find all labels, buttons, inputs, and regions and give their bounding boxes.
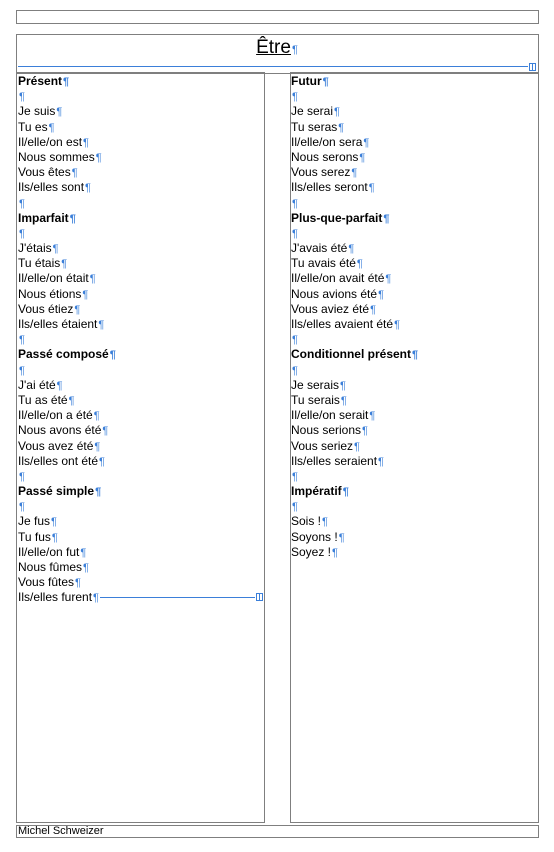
conjugation-line [18, 423, 116, 438]
conjugation-line [18, 241, 116, 256]
conjugation-text: Ils/elles seront [291, 180, 368, 195]
conjugation-line [291, 317, 418, 332]
conjugation-text: Nous avions été [291, 286, 378, 301]
tense-heading [18, 484, 116, 499]
conjugation-text: Vous avez été [18, 438, 94, 453]
pilcrow-mark: ¶ [340, 379, 346, 392]
pilcrow-mark: ¶ [48, 121, 55, 134]
left-column-text[interactable] [18, 74, 116, 606]
pilcrow-mark: ¶ [362, 425, 368, 438]
pilcrow-mark: ¶ [109, 349, 116, 362]
pilcrow-mark: ¶ [19, 334, 25, 347]
conjugation-text: Ils/elles ont été [18, 453, 99, 468]
tense-heading-text: Plus-que-parfait [291, 210, 383, 225]
conjugation-text: Il/elle/on avait été [291, 271, 385, 286]
conjugation-line [291, 302, 418, 317]
pilcrow-mark: ¶ [383, 212, 390, 225]
empty-paragraph [291, 196, 418, 211]
conjugation-line [18, 439, 116, 454]
pilcrow-mark: ¶ [51, 531, 58, 544]
pilcrow-mark: ¶ [351, 167, 358, 180]
conjugation-text: Vous serez [291, 165, 351, 180]
pilcrow-mark: ¶ [292, 197, 298, 210]
pilcrow-mark: ¶ [340, 394, 347, 407]
pilcrow-mark: ¶ [98, 319, 105, 331]
pilcrow-mark: ¶ [19, 197, 25, 210]
pilcrow-mark: ¶ [19, 91, 25, 104]
pilcrow-mark: ¶ [348, 243, 355, 256]
empty-paragraph [291, 469, 418, 484]
pilcrow-mark: ¶ [52, 243, 59, 256]
empty-paragraph [18, 332, 116, 347]
pilcrow-mark: ¶ [75, 577, 81, 590]
pilcrow-mark: ¶ [291, 44, 298, 56]
pilcrow-mark: ¶ [356, 258, 363, 271]
conjugation-line [18, 302, 116, 317]
pilcrow-mark: ¶ [322, 516, 328, 529]
pilcrow-mark: ¶ [385, 273, 392, 286]
pilcrow-mark: ¶ [368, 182, 375, 195]
conjugation-text: Tu étais [18, 256, 61, 271]
tense-heading-text: Futur [291, 74, 322, 88]
empty-paragraph [18, 469, 116, 484]
conjugation-text: J'ai été [18, 377, 56, 392]
conjugation-text: Je serais [291, 377, 340, 392]
conjugation-line [18, 575, 116, 590]
pilcrow-mark: ¶ [342, 486, 349, 499]
pilcrow-mark: ¶ [334, 106, 340, 119]
conjugation-text: Vous étiez [18, 301, 74, 316]
pilcrow-mark: ¶ [292, 334, 298, 347]
conjugation-text: Je fus [18, 514, 51, 529]
conjugation-line [18, 120, 116, 135]
conjugation-text: Tu as été [18, 392, 68, 407]
conjugation-text: J'avais été [291, 241, 348, 256]
tense-heading-text: Imparfait [18, 210, 69, 225]
tense-heading [291, 211, 418, 226]
conjugation-text: Sois ! [291, 514, 322, 529]
conjugation-line [291, 271, 418, 286]
conjugation-text: Vous seriez [291, 438, 354, 453]
conjugation-text: Ils/elles seraient [291, 453, 378, 468]
column-break-icon [256, 593, 263, 601]
conjugation-text: Il/elle/on sera [291, 134, 363, 149]
pilcrow-mark: ¶ [85, 182, 91, 195]
pilcrow-mark: ¶ [412, 349, 419, 362]
tense-heading [291, 347, 418, 362]
pilcrow-mark: ¶ [369, 410, 376, 423]
conjugation-line [18, 150, 116, 165]
pilcrow-mark: ¶ [378, 455, 384, 468]
empty-paragraph [291, 89, 418, 104]
conjugation-line [18, 408, 116, 423]
pilcrow-mark: ¶ [56, 379, 63, 392]
tense-heading [291, 484, 418, 499]
conjugation-text: Vous fûtes [18, 575, 75, 590]
conjugation-text: Ils/elles furent [18, 590, 93, 605]
document-title-text: Être [256, 37, 291, 58]
conjugation-text: J'étais [18, 241, 52, 256]
pilcrow-mark: ¶ [68, 394, 75, 407]
empty-paragraph [291, 226, 418, 241]
conjugation-line [291, 256, 418, 271]
empty-paragraph [291, 499, 418, 514]
right-column-text[interactable] [291, 74, 418, 560]
conjugation-text: Il/elle/on était [18, 271, 89, 286]
pilcrow-mark: ¶ [378, 288, 384, 301]
conjugation-line [291, 378, 418, 393]
empty-paragraph [18, 196, 116, 211]
conjugation-text: Nous fûmes [18, 560, 83, 574]
pilcrow-mark: ¶ [292, 364, 298, 377]
conjugation-text: Nous sommes [18, 149, 95, 164]
pilcrow-mark: ¶ [338, 531, 345, 544]
pilcrow-mark: ¶ [71, 167, 78, 180]
conjugation-text: Nous étions [18, 286, 82, 301]
pilcrow-mark: ¶ [89, 273, 96, 286]
conjugation-line [291, 120, 418, 135]
conjugation-text: Il/elle/on fut [18, 544, 80, 559]
pilcrow-mark: ¶ [338, 121, 345, 134]
conjugation-text: Vous êtes [18, 165, 71, 180]
tense-heading-text: Impératif [291, 484, 342, 499]
conjugation-line [18, 165, 116, 180]
pilcrow-mark: ¶ [370, 303, 376, 316]
conjugation-text: Nous serons [291, 149, 359, 164]
pilcrow-mark: ¶ [394, 319, 400, 331]
conjugation-text: Ils/elles avaient été [291, 317, 394, 331]
conjugation-line [291, 545, 418, 560]
pilcrow-mark: ¶ [82, 288, 89, 301]
conjugation-line [18, 560, 116, 575]
conjugation-text: Il/elle/on a été [18, 408, 93, 423]
pilcrow-mark: ¶ [80, 546, 87, 559]
conjugation-text: Tu serais [291, 392, 340, 407]
pilcrow-mark: ¶ [61, 258, 68, 271]
conjugation-text: Soyons ! [291, 529, 338, 544]
conjugation-line [291, 150, 418, 165]
tense-heading [291, 74, 418, 89]
pilcrow-mark: ¶ [322, 76, 329, 88]
conjugation-line [18, 514, 116, 529]
section-break-icon [529, 63, 536, 71]
column-break-line [100, 597, 255, 598]
conjugation-line [18, 287, 116, 302]
conjugation-text: Il/elle/on est [18, 134, 83, 149]
pilcrow-mark: ¶ [69, 212, 76, 225]
pilcrow-mark: ¶ [99, 455, 105, 468]
conjugation-text: Tu seras [291, 119, 338, 134]
conjugation-line [291, 180, 418, 195]
conjugation-text: Il/elle/on serait [291, 408, 369, 423]
conjugation-text: Nous avons été [18, 423, 102, 438]
conjugation-text: Ils/elles étaient [18, 317, 98, 331]
conjugation-line [18, 180, 116, 195]
pilcrow-mark: ¶ [95, 151, 102, 164]
tense-heading-text: Passé composé [18, 347, 109, 362]
conjugation-line [291, 423, 418, 438]
conjugation-text: Je suis [18, 104, 56, 119]
conjugation-line [18, 545, 116, 560]
conjugation-line [291, 530, 418, 545]
tense-heading [18, 347, 116, 362]
conjugation-line [18, 256, 116, 271]
pilcrow-mark: ¶ [359, 151, 366, 164]
tense-heading [18, 74, 116, 89]
pilcrow-mark: ¶ [332, 546, 338, 559]
empty-paragraph [18, 499, 116, 514]
conjugation-line [18, 393, 116, 408]
conjugation-line [291, 287, 418, 302]
conjugation-text: Vous aviez été [291, 301, 370, 316]
conjugation-line [291, 439, 418, 454]
empty-paragraph [18, 226, 116, 241]
pilcrow-mark: ¶ [94, 440, 101, 453]
conjugation-text: Nous serions [291, 423, 362, 438]
document-title [0, 37, 554, 61]
empty-paragraph [18, 363, 116, 378]
conjugation-text: Tu avais été [291, 256, 356, 271]
tense-heading [18, 211, 116, 226]
conjugation-line [291, 454, 418, 469]
empty-paragraph [291, 332, 418, 347]
pilcrow-mark: ¶ [19, 364, 25, 377]
pilcrow-mark: ¶ [93, 410, 100, 423]
conjugation-line [291, 135, 418, 150]
conjugation-line [291, 104, 418, 119]
conjugation-text: Ils/elles sont [18, 180, 85, 195]
conjugation-text: Soyez ! [291, 544, 332, 559]
pilcrow-mark: ¶ [95, 486, 102, 499]
footer-author: Michel Schweizer [18, 825, 104, 837]
pilcrow-mark: ¶ [292, 501, 298, 514]
pilcrow-mark: ¶ [19, 227, 25, 240]
conjugation-text: Tu es [18, 119, 48, 134]
conjugation-line [291, 393, 418, 408]
conjugation-line [18, 317, 116, 332]
conjugation-line [18, 530, 116, 545]
conjugation-line [291, 514, 418, 529]
pilcrow-mark: ¶ [93, 592, 99, 605]
conjugation-line [291, 241, 418, 256]
tense-heading-text: Passé simple [18, 484, 95, 499]
pilcrow-mark: ¶ [74, 303, 81, 316]
conjugation-line [18, 454, 116, 469]
empty-paragraph [18, 89, 116, 104]
tense-heading-text: Conditionnel présent [291, 347, 411, 362]
pilcrow-mark: ¶ [102, 425, 109, 438]
section-break-line [18, 66, 528, 67]
pilcrow-mark: ¶ [292, 91, 298, 104]
conjugation-line [18, 271, 116, 286]
tense-heading-text: Présent [18, 74, 63, 88]
pilcrow-mark: ¶ [292, 227, 298, 240]
conjugation-line [18, 104, 116, 119]
pilcrow-mark: ¶ [363, 136, 370, 149]
pilcrow-mark: ¶ [63, 76, 70, 88]
conjugation-text: Je serai [291, 104, 334, 119]
empty-paragraph [291, 363, 418, 378]
pilcrow-mark: ¶ [292, 470, 298, 483]
pilcrow-mark: ¶ [56, 106, 63, 119]
pilcrow-mark: ¶ [83, 136, 89, 149]
pilcrow-mark: ¶ [19, 470, 25, 483]
pilcrow-mark: ¶ [51, 516, 57, 529]
conjugation-line [291, 165, 418, 180]
conjugation-line [291, 408, 418, 423]
pilcrow-mark: ¶ [83, 562, 89, 574]
conjugation-line [18, 135, 116, 150]
pilcrow-mark: ¶ [19, 501, 25, 514]
pilcrow-mark: ¶ [354, 440, 360, 453]
conjugation-text: Tu fus [18, 529, 51, 544]
page-header-box[interactable] [16, 10, 539, 24]
conjugation-line [18, 378, 116, 393]
